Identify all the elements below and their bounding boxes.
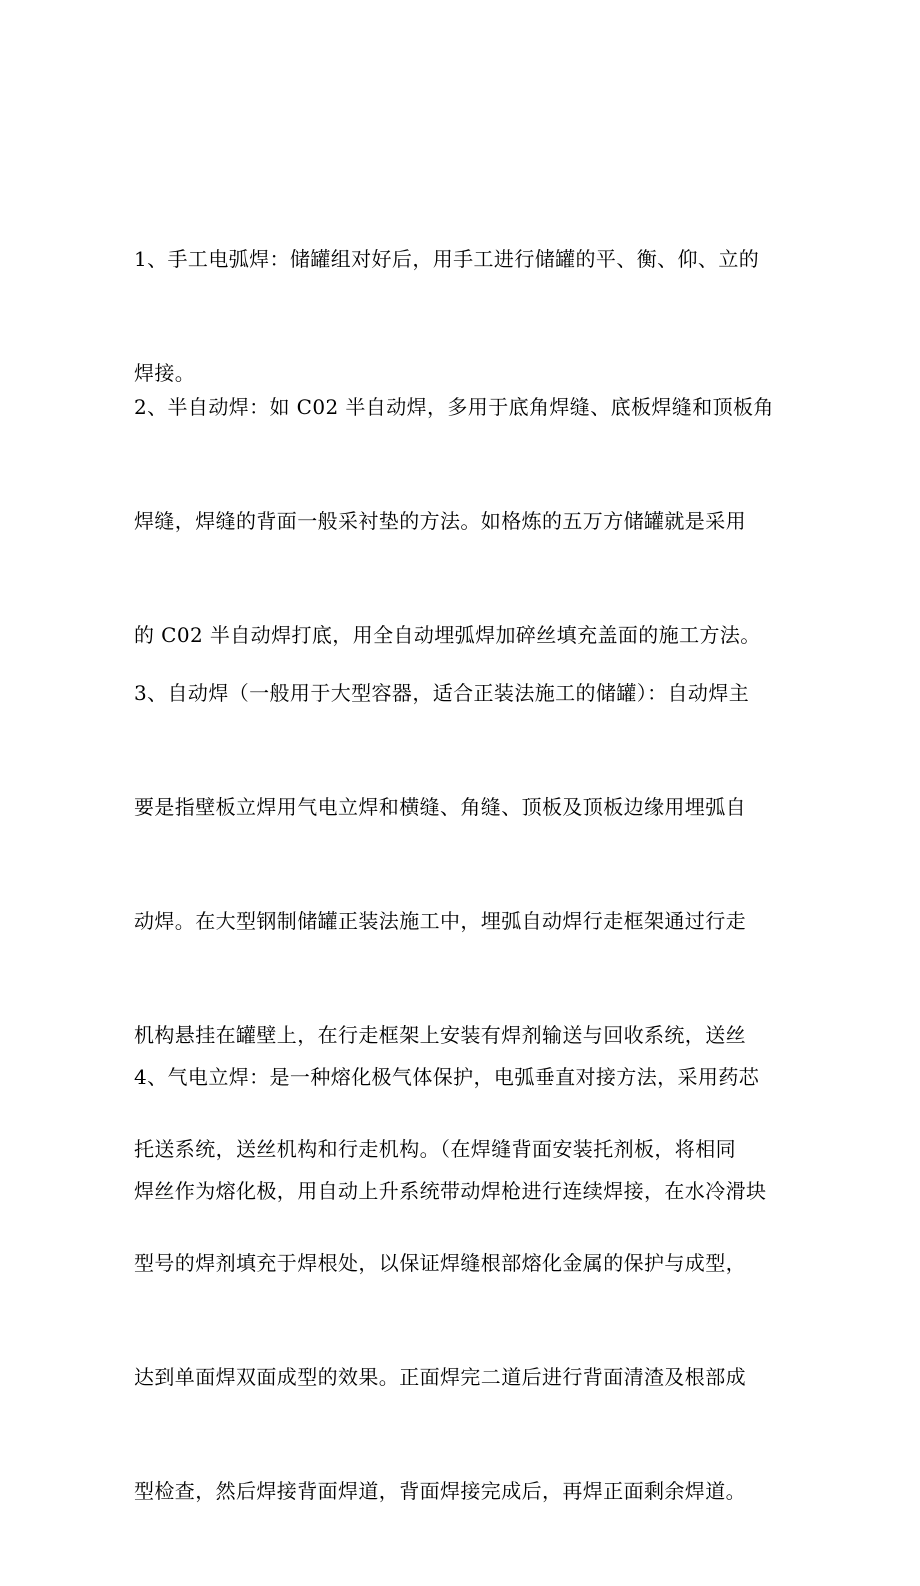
paragraph-line: 焊丝作为熔化极，用自动上升系统带动焊枪进行连续焊接，在水冷滑块: [134, 1179, 767, 1203]
paragraph-line: 机构悬挂在罐壁上，在行走框架上安装有焊剂输送与回收系统，送丝: [134, 1023, 746, 1047]
paragraph-line: 托送系统，送丝机构和行走机构。（在焊缝背面安装托剂板，将相同: [134, 1137, 736, 1161]
paragraph-line: 4、气电立焊：是一种熔化极气体保护，电弧垂直对接方法，采用药芯: [134, 1065, 760, 1089]
paragraph-line: 型号的焊剂填充于焊根处，以保证焊缝根部熔化金属的保护与成型，: [134, 1251, 746, 1275]
paragraph-line: 的 C02 半自动焊打底，用全自动埋弧焊加碎丝填充盖面的施工方法。: [134, 623, 761, 647]
paragraph-line: 焊缝，焊缝的背面一般采衬垫的方法。如格炼的五万方储罐就是采用: [134, 509, 746, 533]
paragraph-line: 1、手工电弧焊：储罐组对好后，用手工进行储罐的平、衡、仰、立的: [134, 247, 760, 271]
paragraph-line: 2、半自动焊：如 C02 半自动焊，多用于底角焊缝、底板焊缝和顶板角: [134, 395, 774, 419]
paragraph-line: 3、自动焊（一般用于大型容器，适合正装法施工的储罐）：自动焊主: [134, 681, 750, 705]
paragraph-line: 要是指壁板立焊用气电立焊和横缝、角缝、顶板及顶板边缘用埋弧自: [134, 795, 746, 819]
paragraph-electrogas-welding: [134, 982, 796, 1286]
paragraph-line: 型检查，然后焊接背面焊道，背面焊接完成后，再焊正面剩余焊道。: [134, 1479, 746, 1503]
paragraph-line: 动焊。在大型钢制储罐正装法施工中，埋弧自动焊行走框架通过行走: [134, 909, 746, 933]
paragraph-line: 达到单面焊双面成型的效果。正面焊完二道后进行背面清渣及根部成: [134, 1365, 746, 1389]
paragraph-line: 焊接。: [134, 361, 196, 385]
